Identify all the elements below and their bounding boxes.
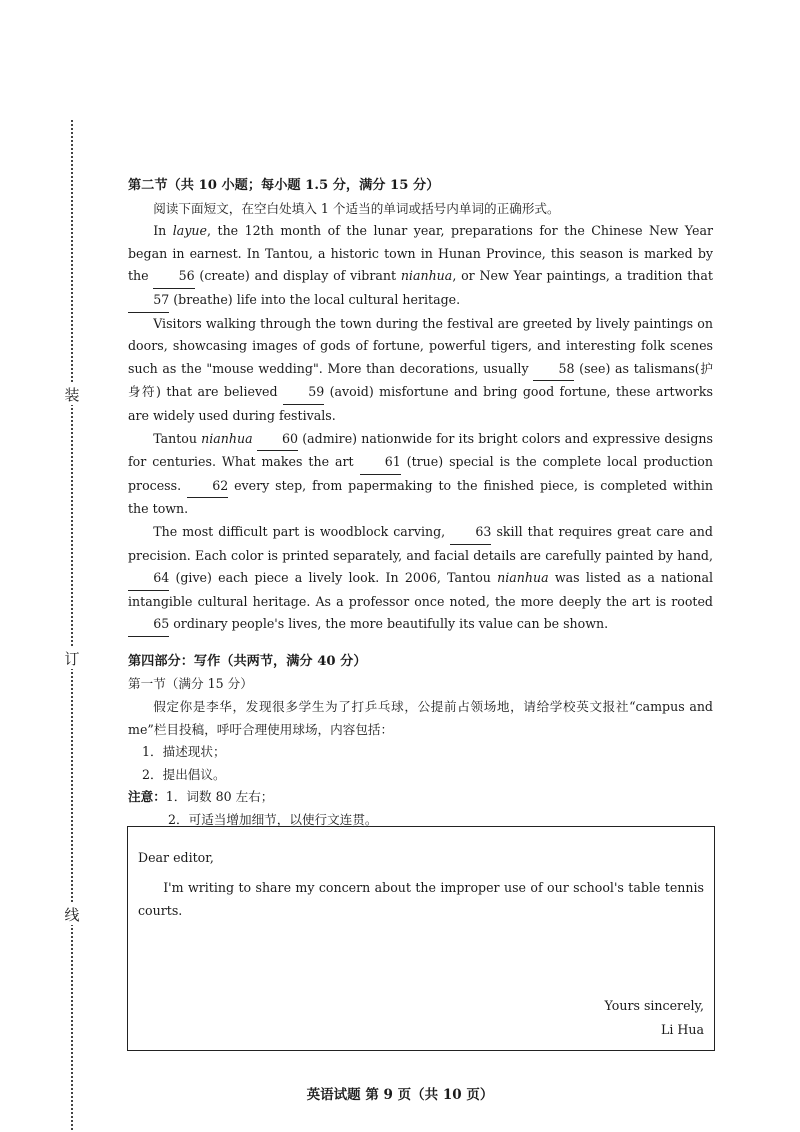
letter-signature: Li Hua <box>661 1022 704 1037</box>
binding-mark-zhuang: 装 <box>62 384 82 405</box>
part4-subheading: 第一节（满分 15 分） <box>128 676 253 692</box>
note-label: 注意： <box>128 789 166 805</box>
note-line-1: 注意：1．词数 80 左右； <box>128 789 274 805</box>
letter-salutation: Dear editor, <box>138 850 214 865</box>
blank-65[interactable]: 65 <box>128 613 169 637</box>
blank-60[interactable]: 60 <box>257 428 298 452</box>
blank-63[interactable]: 63 <box>450 521 491 545</box>
letter-opening: I'm writing to share my concern about the improper use of our school's table tennis courts. <box>138 880 704 918</box>
blank-59[interactable]: 59 <box>283 381 324 405</box>
passage-paragraph-2: Visitors walking through the town during the festival are greeted by lively paintings on doors, showcasing images of gods of fortune, powerful tigers, and interesting folk scenes such as the "mouse wedding". More than decorations, usually 58 (see) as talismans(护身符) that are believed 59 (avoid) misfortune and bring good fortune, these artworks are widely used during festivals. <box>128 315 713 423</box>
letter-closing: Yours sincerely, <box>604 998 704 1013</box>
writing-task: 假定你是李华，发现很多学生为了打乒乓球，公提前占领场地，请给学校英文报社“campus and me”栏目投稿，呼吁合理使用球场，内容包括： <box>128 699 713 737</box>
binding-dotted-line <box>71 120 73 1130</box>
section2-instruction: 阅读下面短文，在空白处填入 1 个适当的单词或括号内单词的正确形式。 <box>153 200 560 216</box>
page-footer: 英语试题 第 9 页（共 10 页） <box>306 1087 494 1103</box>
blank-56[interactable]: 56 <box>153 265 194 289</box>
blank-57[interactable]: 57 <box>128 289 169 313</box>
blank-64[interactable]: 64 <box>128 567 169 591</box>
note-line-2: 2．可适当增加细节，以使行文连贯。 <box>168 812 378 828</box>
task-item-2: 2．提出倡议。 <box>142 766 226 782</box>
blank-62[interactable]: 62 <box>187 475 228 499</box>
blank-58[interactable]: 58 <box>533 358 574 382</box>
part4-heading: 第四部分：写作（共两节，满分 40 分） <box>128 653 367 669</box>
blank-61[interactable]: 61 <box>360 451 401 475</box>
passage-paragraph-3: Tantou nianhua 60 (admire) nationwide for its bright colors and expressive designs for centuries. What makes the art 61 (true) special is the complete local production process. 62 every step, from papermaking to the finished piece, is completed within the town. <box>128 428 713 521</box>
passage-paragraph-4: The most difficult part is woodblock carving, 63 skill that requires great care and precision. Each color is printed separately, and facial details are carefully painted by hand, 64 (give) each piece a lively look. In 2006, Tantou nianhua was listed as a national intangible cultural heritage. As a professor once noted, the more deeply the art is rooted 65 ordinary people's lives, the more beautifully its value can be shown. <box>128 521 713 637</box>
binding-mark-xian: 线 <box>62 904 82 925</box>
answer-box[interactable] <box>127 826 715 1051</box>
passage-paragraph-1: In layue, the 12th month of the lunar year, preparations for the Chinese New Year began in earnest. In Tantou, a historic town in Hunan Province, this season is marked by the 56 (create) and display of vibrant nianhua, or New Year paintings, a tradition that 57 (breathe) life into the local cultural heritage. <box>128 220 713 312</box>
exam-content <box>128 175 713 832</box>
binding-mark-ding: 订 <box>62 648 82 669</box>
section2-heading: 第二节（共 10 小题；每小题 1.5 分，满分 15 分） <box>128 178 440 193</box>
task-item-1: 1．描述现状； <box>142 744 226 760</box>
